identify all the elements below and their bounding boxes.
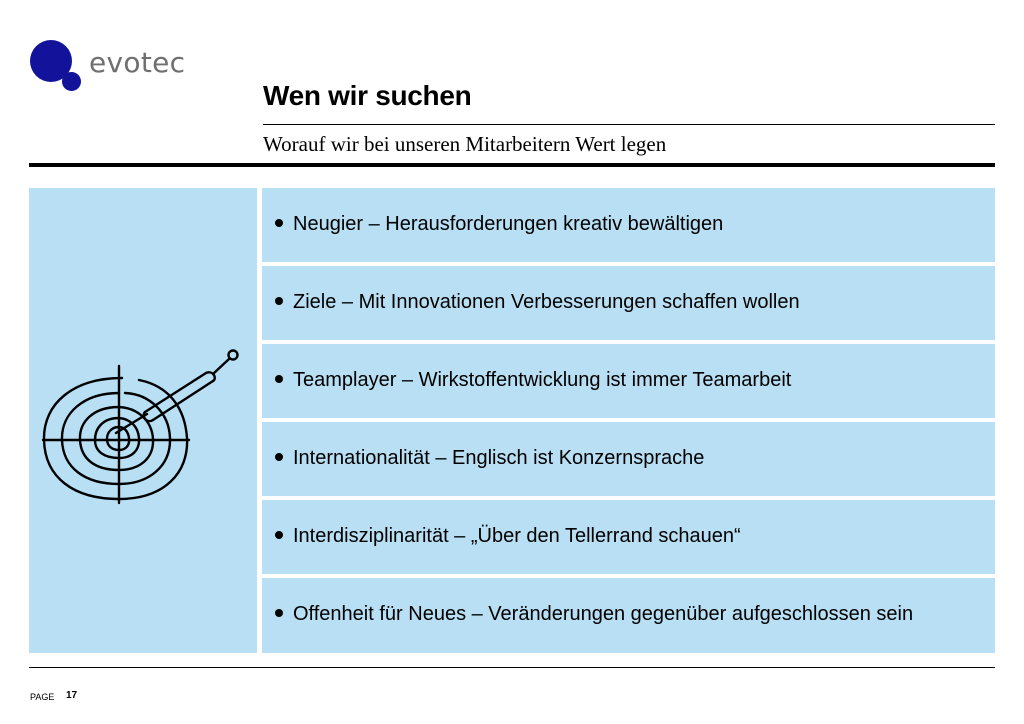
page-label: PAGE <box>30 692 55 702</box>
page-subtitle: Worauf wir bei unseren Mitarbeitern Wert legen <box>263 132 667 156</box>
list-item-text: Teamplayer – Wirkstoffentwicklung ist immer Teamarbeit <box>293 369 792 391</box>
dartboard-with-dart-icon <box>29 188 257 653</box>
list-item-text: Offenheit für Neues – Veränderungen gegenüber aufgeschlossen sein <box>293 603 914 625</box>
footer-divider <box>29 667 995 668</box>
list-item <box>262 500 995 574</box>
bullet-icon <box>275 219 283 227</box>
list-item <box>262 344 995 418</box>
list-item <box>262 266 995 340</box>
bullet-icon <box>275 297 283 305</box>
title-divider <box>263 124 995 125</box>
bullet-icon <box>275 453 283 461</box>
logo-text: evotec <box>89 46 186 79</box>
list-item <box>262 188 995 262</box>
list-item <box>262 578 995 653</box>
page-title: Wen wir suchen <box>263 80 472 111</box>
logo-small-circle <box>62 72 81 91</box>
illustration-panel <box>29 188 257 653</box>
list-item-text: Interdisziplinarität – „Über den Tellerrand schauen“ <box>293 525 741 547</box>
evotec-logo <box>28 38 188 94</box>
page-number: 17 <box>66 690 78 701</box>
list-item-text: Ziele – Mit Innovationen Verbesserungen schaffen wollen <box>293 291 800 313</box>
bullet-icon <box>275 609 283 617</box>
criteria-list <box>262 188 995 653</box>
bullet-icon <box>275 531 283 539</box>
list-item-text: Neugier – Herausforderungen kreativ bewältigen <box>293 213 724 235</box>
list-item <box>262 422 995 496</box>
bullet-icon <box>275 375 283 383</box>
list-item-text: Internationalität – Englisch ist Konzernsprache <box>293 447 705 469</box>
header-divider <box>29 163 995 167</box>
